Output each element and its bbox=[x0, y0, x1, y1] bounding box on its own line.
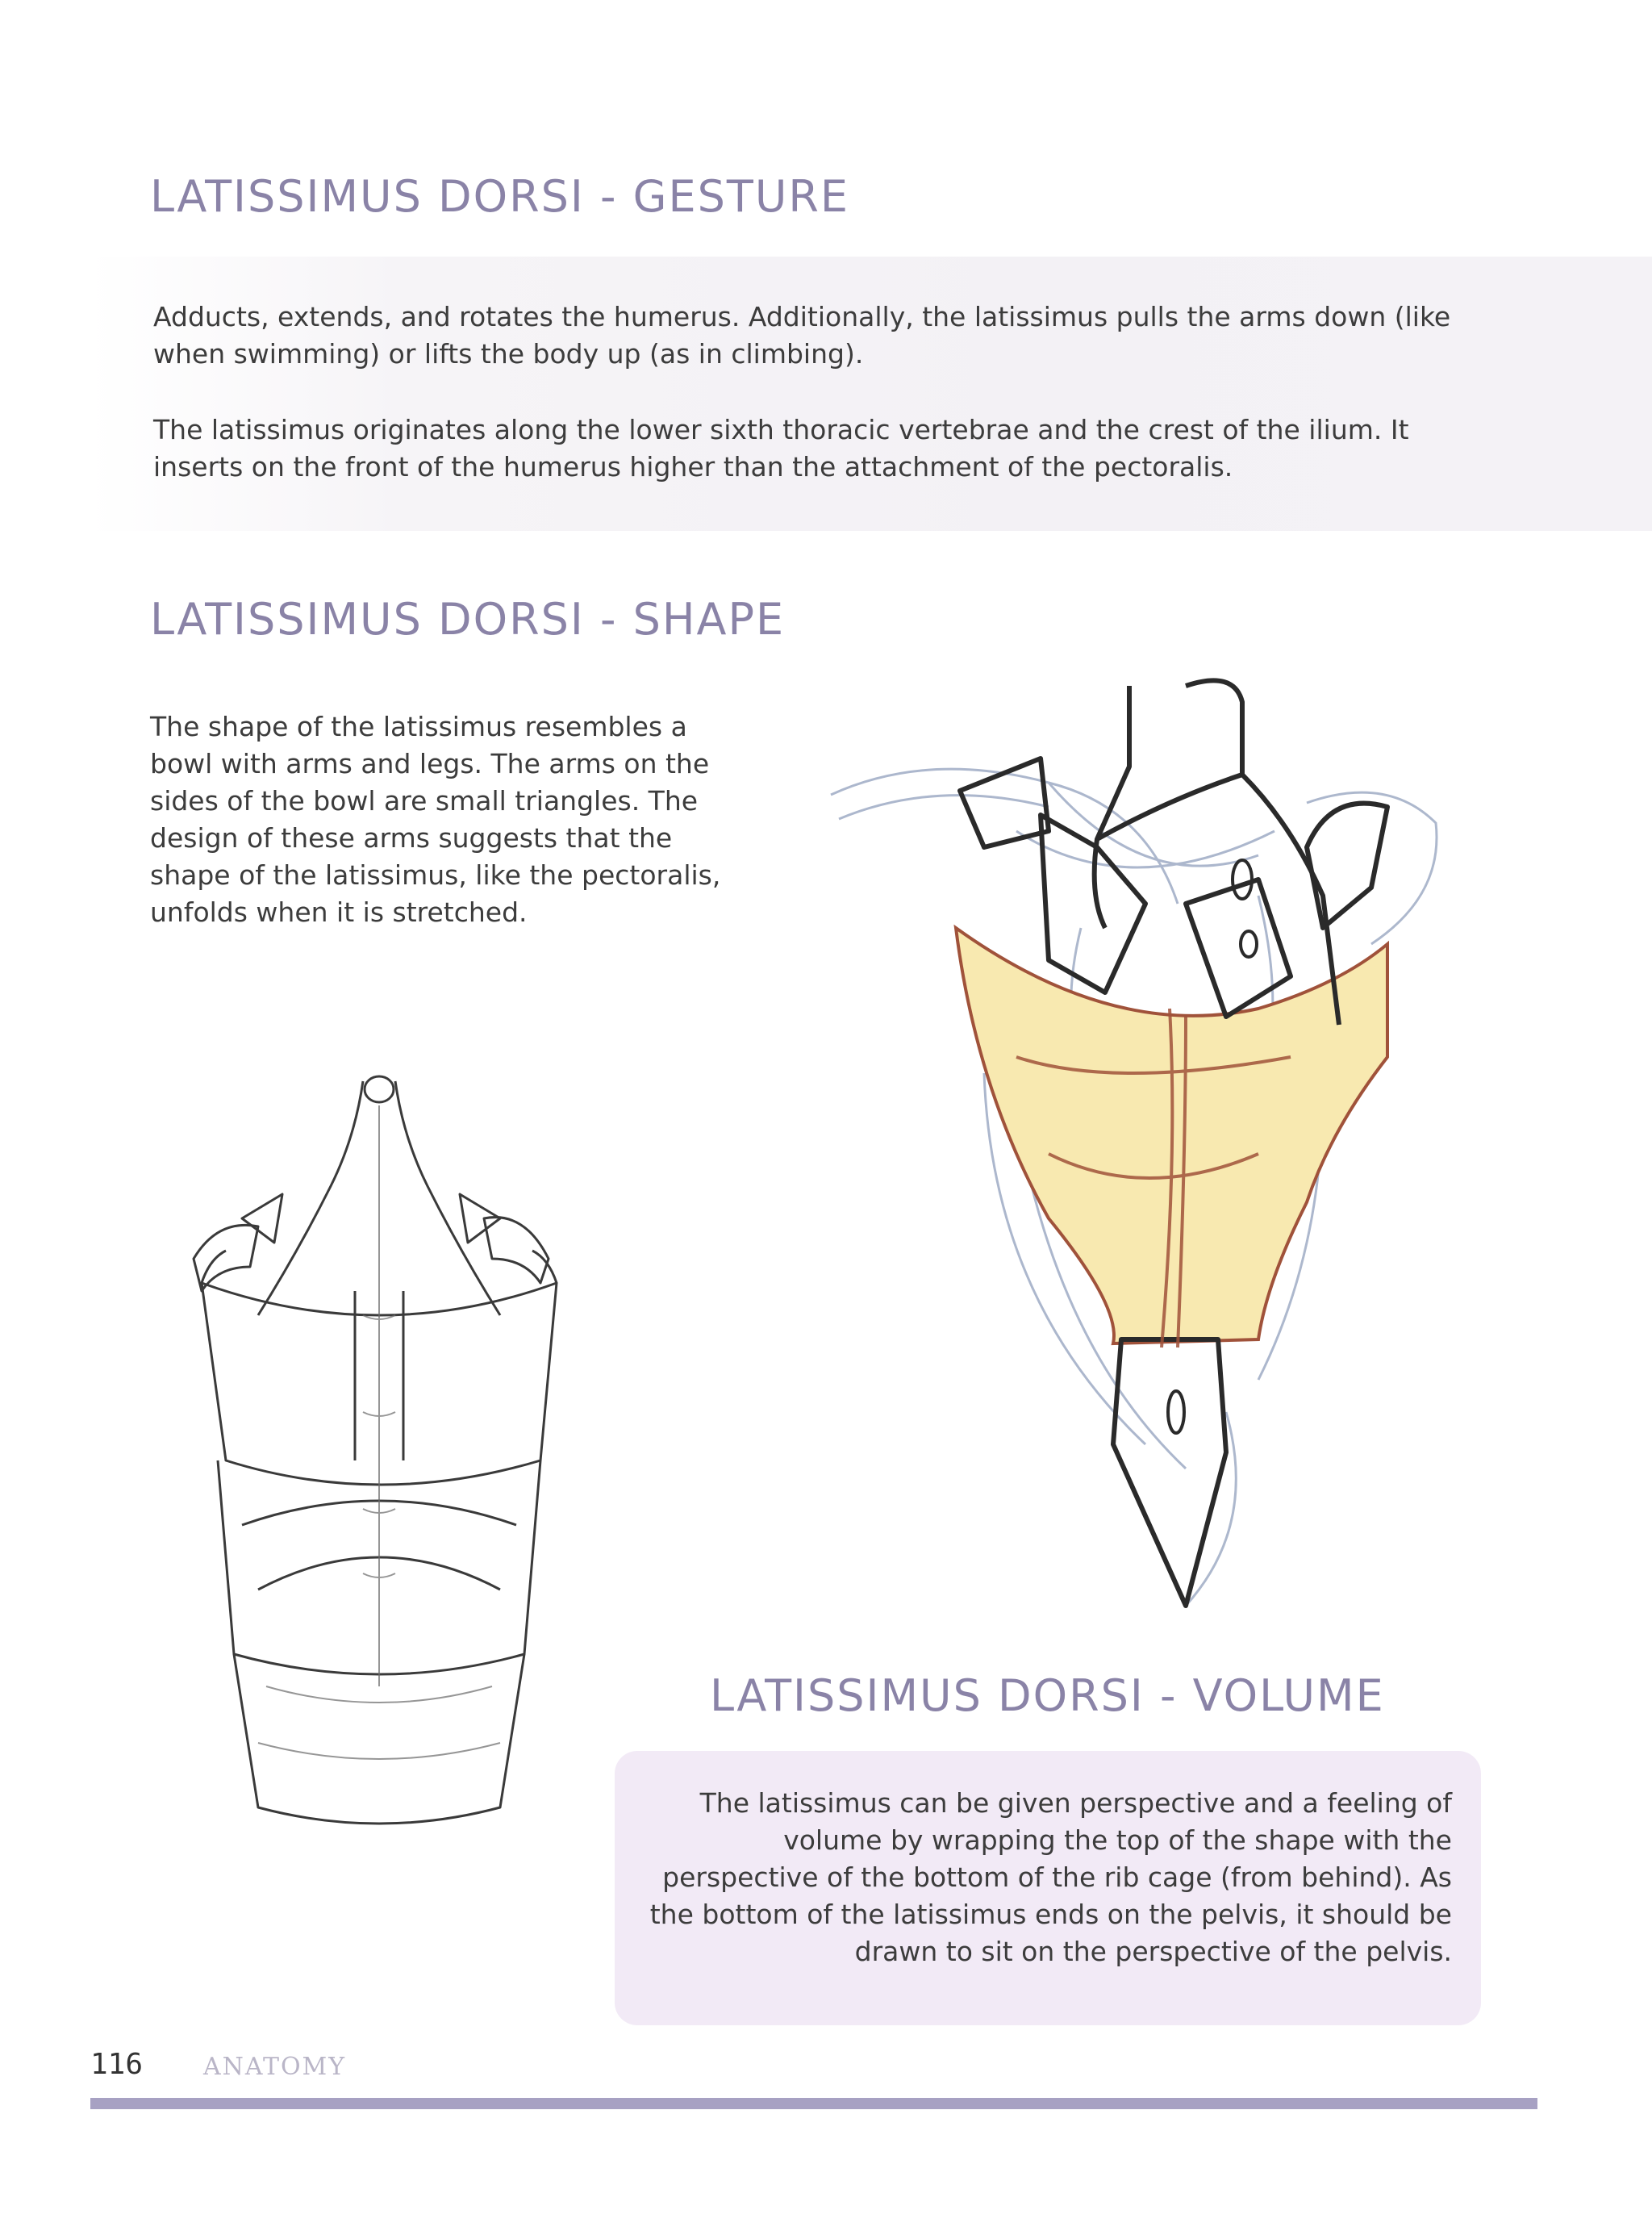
shape-heading: LATISSIMUS DORSI - SHAPE bbox=[150, 594, 786, 645]
gesture-paragraph-1: Adducts, extends, and rotates the humerus. Additionally, the latissimus pulls the arms down (like when swimming) or lifts the body up (as in climbing). bbox=[153, 301, 1451, 370]
footer-bar bbox=[90, 2098, 1537, 2109]
page-number: 116 bbox=[90, 2048, 144, 2081]
volume-paragraph: The latissimus can be given perspective and a feeling of volume by wrapping the top of the shape with the perspective of the bottom of the rib cage (from behind). As the bottom of the latissimus ends on the pelvis, it should be drawn to sit on the perspective of the pelvis. bbox=[649, 1787, 1452, 1967]
gesture-heading: LATISSIMUS DORSI - GESTURE bbox=[150, 171, 850, 222]
shape-paragraph: The shape of the latissimus resembles a bowl with arms and legs. The arms on the sides of the bowl are small triangles. The design of these arms suggests that the shape of the latissimus, like the pectoralis, unfolds when it is stretched. bbox=[150, 711, 721, 928]
volume-heading: LATISSIMUS DORSI - VOLUME bbox=[710, 1670, 1385, 1721]
gesture-paragraph-2: The latissimus originates along the lower sixth thoracic vertebrae and the crest of the ilium. It inserts on the front of the humerus higher than the attachment of the pectoralis. bbox=[153, 414, 1409, 483]
section-label: ANATOMY bbox=[203, 2053, 347, 2081]
gesture-background-band bbox=[89, 257, 1652, 531]
latissimus-bowl-sketch bbox=[121, 1073, 678, 1848]
latissimus-color-sketch bbox=[807, 637, 1468, 1630]
